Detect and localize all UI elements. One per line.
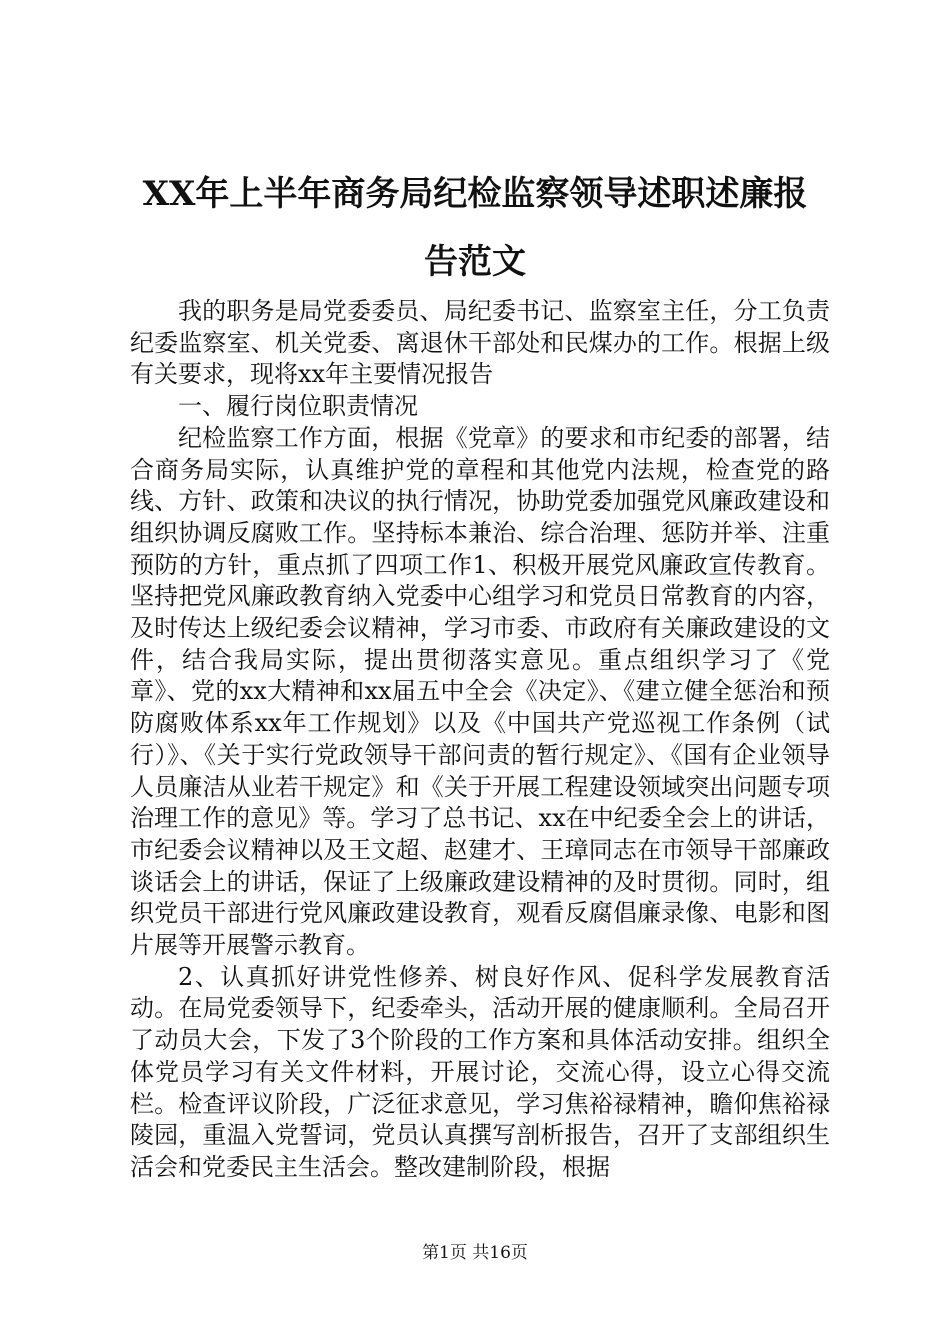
page-number-footer: 第1页 共16页 (422, 1243, 528, 1263)
document-body (130, 296, 830, 1184)
title-line-1: XX年上半年商务局纪检监察领导述职述廉报 (142, 174, 808, 214)
title-line-2: 告范文 (424, 242, 526, 282)
paragraph-discipline-work: 纪检监察工作方面，根据《党章》的要求和市纪委的部署，结合商务局实际，认真维护党的章程和其他党内法规，检查党的路线、方针、政策和决议的执行情况，协助党委加强党风廉政建设和组织协调反腐败工作。坚持标本兼治、综合治理、惩防并举、注重预防的方针，重点抓了四项工作1、积极开展党风廉政宣传教育。坚持把党风廉政教育纳入党委中心组学习和党员日常教育的内容，及时传达上级纪委会议精神，学习市委、市政府有关廉政建设的文件，结合我局实际，提出贯彻落实意见。重点组织学习了《党章》、党的xx大精神和xx届五中全会《决定》、《建立健全惩治和预防腐败体系xx年工作规划》以及《中国共产党巡视工作条例（试行）》、《关于实行党政领导干部问责的暂行规定》、《国有企业领导人员廉洁从业若干规定》和《关于开展工程建设领域突出问题专项治理工作的意见》等。学习了总书记、xx在中纪委全会上的讲话，市纪委会议精神以及王文超、赵建才、王璋同志在市领导干部廉政谈话会上的讲话，保证了上级廉政建设精神的及时贯彻。同时，组织党员干部进行党风廉政建设教育，观看反腐倡廉录像、电影和图片展等开展警示教育。 (130, 423, 830, 960)
section-heading: 一、履行岗位职责情况 (178, 392, 418, 421)
paragraph-education-activity: 2、认真抓好讲党性修养、树良好作风、促科学发展教育活动。在局党委领导下，纪委牵头，活动开展的健康顺利。全局召开了动员大会，下发了3个阶段的工作方案和具体活动安排。组织全体党员学习有关文件材料，开展讨论，交流心得，设立心得交流栏。检查评议阶段，广泛征求意见，学习焦裕禄精神，瞻仰焦裕禄陵园，重温入党誓词，党员认真撰写剖析报告，召开了支部组织生活会和党委民主生活会。整改建制阶段，根据 (130, 962, 830, 1181)
document-title (60, 160, 890, 296)
paragraph-intro: 我的职务是局党委委员、局纪委书记、监察室主任，分工负责纪委监察室、机关党委、离退休干部处和民煤办的工作。根据上级有关要求，现将xx年主要情况报告 (130, 297, 830, 389)
